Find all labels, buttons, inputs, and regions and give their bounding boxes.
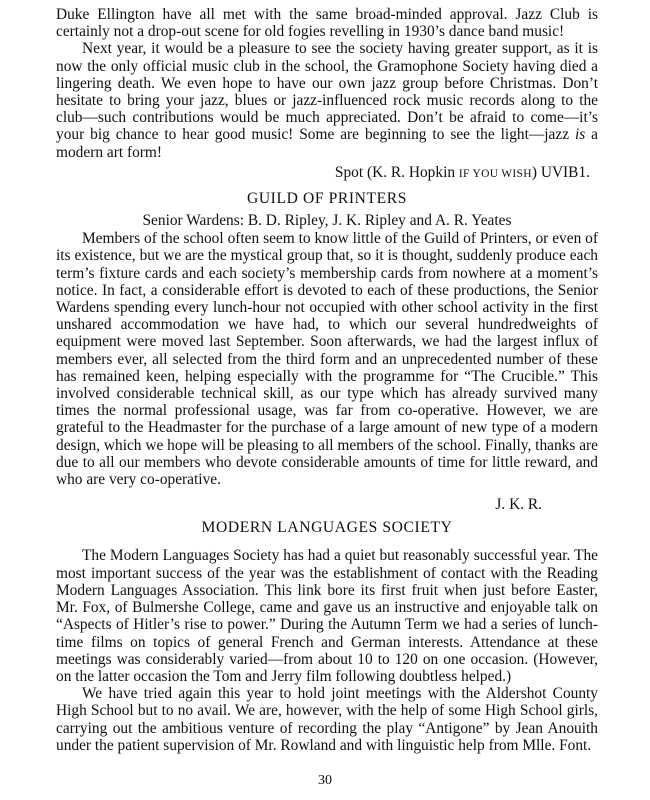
guild-paragraph: Members of the school often seem to know little of the Guild of Printers, or even of its existence, but we are the mystical group that, so it is thought, suddenly produce each term’s fixture cards and each society’s membership cards from nowhere at a moment’s notice. In fact, a considerable effort is devoted to each of these productions, the Senior Wardens spending every lunch-hour not occupied with other school activity in the first unshared accommodation we have had, to which our several hundredweights of equipment were moved last September. Soon afterwards, we had the largest influx of members ever, all selected from the third form and an unprecedented number of these has remained keen, helping especially with the programme for “The Crucible.” This involved considerable technical skill, as our type which has already survived many times the normal professional usage, was far from co-operative. However, we are grateful to the Headmaster for the purchase of a large amount of new type of a modern design, which we hope will be pleasing to all members of the school. Finally, thanks are due to all our members who devote considerable amounts of time for little reward, and who are very co-operative. bbox=[56, 230, 598, 489]
mls-paragraph-1: The Modern Languages Society has had a quiet but reasonably successful year. The most important success of the year was the establishment of contact with the Reading Modern Languages Association. This link bore its first fruit when just before Easter, Mr. Fox, of Bulmershe College, came and gave us an instructive and enjoyable talk on “Aspects of Hitler’s rise to power.” During the Autumn Term we had a series of lunch-time films on topics of general French and German interests. Attendance at these meetings was considerably varied—from about 10 to 120 on one occasion. (However, on the latter occasion the Tom and Jerry film following doubtless helped.) bbox=[56, 547, 598, 685]
jazz-signature-form: ) UVIB1. bbox=[531, 163, 590, 181]
jazz-paragraph-text: Next year, it would be a pleasure to see the society having greater support, as it is now the only official music club in the school, the Gramophone Society having died a lingering death. We even hope to have our own jazz group before Christmas. Don’t hesitate to bring your jazz, blues or jazz-influenced rock music records along to the club—such contributions would be much appreciated. Don’t be afraid to come—it’s your big chance to hear good music! Some are beginning to see the light—jazz bbox=[56, 40, 598, 144]
mls-heading: MODERN LANGUAGES SOCIETY bbox=[201, 519, 453, 537]
jazz-emphasis: is bbox=[574, 126, 586, 144]
jazz-signature-aside: IF YOU WISH bbox=[458, 167, 532, 180]
jazz-paragraph-end: Duke Ellington have all met with the same broad-minded approval. Jazz Club is certainly not a drop-out scene for old fogies revelling in 1930’s dance band music! bbox=[56, 6, 598, 41]
page-number: 30 bbox=[318, 773, 332, 788]
mls-paragraph-2: We have tried again this year to hold joint meetings with the Aldershot County High School but to no avail. We are, however, with the help of some High School girls, carrying out the ambitious venture of recording the play “Antigone” by Jean Anouith under the patient supervision of Mr. Rowland and with linguistic help from Mlle. Font. bbox=[56, 685, 598, 754]
guild-wardens: Senior Wardens: B. D. Ripley, J. K. Ripley and A. R. Yeates bbox=[142, 212, 512, 230]
jazz-paragraph-tail: a modern art form! bbox=[56, 126, 598, 161]
document-page bbox=[56, 6, 598, 754]
guild-heading: GUILD OF PRINTERS bbox=[246, 190, 408, 208]
guild-initials: J. K. R. bbox=[495, 496, 542, 514]
jazz-signature bbox=[56, 164, 590, 183]
jazz-paragraph bbox=[56, 40, 598, 160]
jazz-signature-name: Spot (K. R. Hopkin bbox=[334, 163, 459, 181]
